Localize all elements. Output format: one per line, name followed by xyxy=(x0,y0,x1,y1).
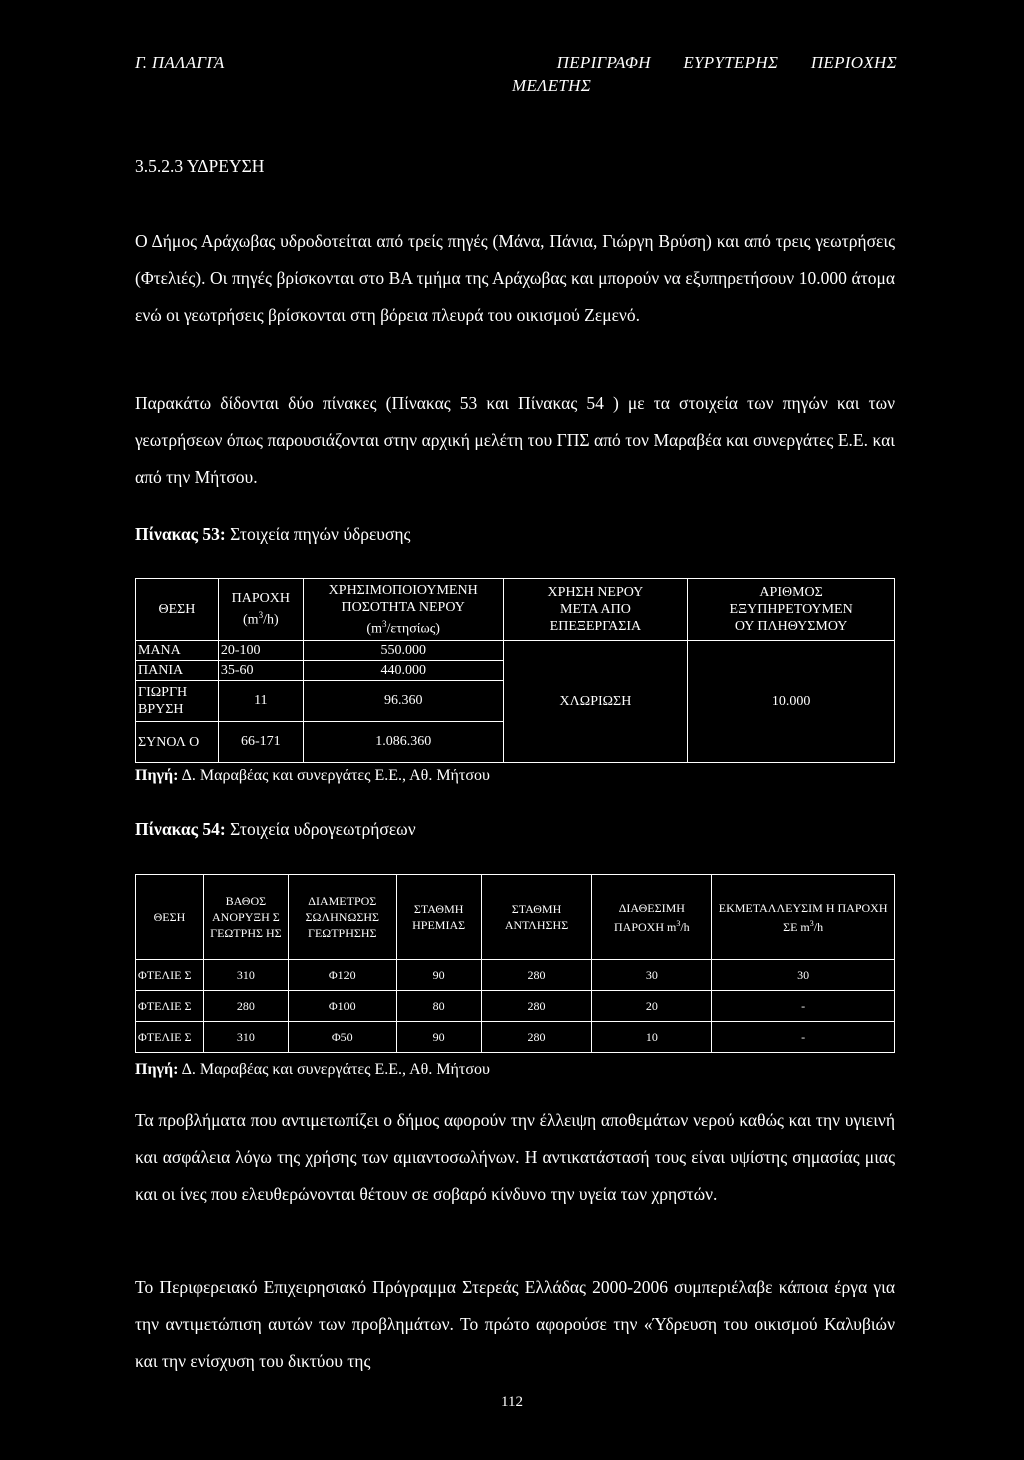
paragraph-water-supply: Ο Δήμος Αράχωβας υδροδοτείται από τρείς πηγές (Μάνα, Πάνια, Γιώργη Βρύση) και από τρεις γεωτρήσεις (Φτελιές). Οι πηγές βρίσκονται στο ΒΑ τμήμα της Αράχωβας και μπορούν να εξυπηρετήσουν 10.000 άτομα ενώ οι γεωτρήσεις βρίσκονται στη βόρεια πλευρά του οικισμού Ζεμενό. xyxy=(135,231,895,325)
table53-cell-position: ΣΥΝΟΛ Ο xyxy=(136,722,219,763)
header-title-continued: ΜΕΛΕΤΗΣ xyxy=(512,76,592,95)
table54-header-row xyxy=(136,875,895,960)
table54-cell-pump: 280 xyxy=(481,991,592,1022)
table-row xyxy=(136,641,895,661)
table-row xyxy=(136,1022,895,1053)
paragraph-problems: Τα προβλήματα που αντιμετωπίζει ο δήμος αφορούν την έλλειψη αποθεμάτων νερού καθώς και την υγιεινή και ασφάλεια λόγω της χρήσης των αμιαντοσωλήνων. Η αντικατάστασή τους είναι υψίστης σημασίας μιας και οι ίνες που ελευθερώνονται θέτουν σε σοβαρό κίνδυνο την υγεία των χρηστών. xyxy=(135,1110,895,1204)
table54-cell-depth: 310 xyxy=(203,1022,288,1053)
table54-source-text: Δ. Μαραβέας και συνεργάτες Ε.Ε., Αθ. Μήτσου xyxy=(181,1061,490,1078)
header-title: ΠΕΡΙΓΡΑΦΗ ΕΥΡΥΤΕΡΗΣ ΠΕΡΙΟΧΗΣ xyxy=(556,53,897,72)
table54-header-available-flow: ΔΙΑΘΕΣΙΜΗ ΠΑΡΟΧΗ $m^3/h$ xyxy=(592,875,712,960)
table53-source xyxy=(135,767,490,785)
table53-cell-flow: 35-60 xyxy=(218,661,303,681)
table54-cell-diameter: Φ50 xyxy=(288,1022,396,1053)
table53-cell-used: 440.000 xyxy=(303,661,503,681)
table54-cell-position: ΦΤΕΛΙΕ Σ xyxy=(136,991,204,1022)
table53-cell-used: 550.000 xyxy=(303,641,503,661)
table54-cell-diameter: Φ100 xyxy=(288,991,396,1022)
table53-cell-position: ΓΙΩΡΓΗ ΒΡΥΣΗ xyxy=(136,681,219,722)
header-author: Γ. ΠΑΛΑΓΓΑ xyxy=(135,53,225,72)
table54-cell-available: 30 xyxy=(592,960,712,991)
table53-header-population-served: ΑΡΙΘΜΟΣ ΕΞΥΠΗΡΕΤΟΥΜΕΝ ΟΥ ΠΛΗΘΥΣΜΟΥ xyxy=(688,579,895,641)
table54-cell-exploitable: - xyxy=(712,1022,895,1053)
table53-cell-used: 1.086.360 xyxy=(303,722,503,763)
table54-cell-pump: 280 xyxy=(481,960,592,991)
table54-cell-diameter: Φ120 xyxy=(288,960,396,991)
section-heading: 3.5.2.3 ΥΔΡΕΥΣΗ xyxy=(135,156,265,176)
table54-cell-static: 90 xyxy=(396,1022,481,1053)
table54-header-depth: ΒΑΘΟΣ ΑΝΟΡΥΞΗ Σ ΓΕΩΤΡΗΣ ΗΣ xyxy=(203,875,288,960)
paragraph-tables-intro: Παρακάτω δίδονται δύο πίνακες (Πίνακας 53 και Πίνακας 54 ) με τα στοιχεία των πηγών και των γεωτρήσεων όπως παρουσιάζονται στην αρχική μελέτη του ΓΠΣ από τον Μαραβέα και συνεργάτες Ε.Ε. και από την Μήτσου. xyxy=(135,393,895,487)
table54-caption xyxy=(135,819,416,840)
table-row xyxy=(136,991,895,1022)
table53-header-flow: ΠΑΡΟΧΗ $(m^3/h)$ xyxy=(218,579,303,641)
table54-cell-position: ΦΤΕΛΙΕ Σ xyxy=(136,1022,204,1053)
table53-source-text: Δ. Μαραβέας και συνεργάτες Ε.Ε., Αθ. Μήτσου xyxy=(181,767,490,784)
table53-header-position: ΘΕΣΗ xyxy=(136,579,219,641)
page-number: 112 xyxy=(501,1394,523,1410)
table53-cell-flow: 66-171 xyxy=(218,722,303,763)
table53-caption-text: Στοιχεία πηγών ύδρευσης xyxy=(230,524,411,544)
table53-cell-population-served: 10.000 xyxy=(688,641,895,763)
table54-cell-exploitable: 30 xyxy=(712,960,895,991)
table54-header-position: ΘΕΣΗ xyxy=(136,875,204,960)
paragraph-regional-program: Το Περιφερειακό Επιχειρησιακό Πρόγραμμα Στερεάς Ελλάδας 2000-2006 συμπεριέλαβε κάποια έργα για την αντιμετώπιση αυτών των προβλημάτων. Το πρώτο αφορούσε την «Ύδρευση του οικισμού Καλυβιών και την ενίσχυση του δικτύου της xyxy=(135,1277,895,1371)
table54-header-diameter: ΔΙΑΜΕΤΡΟΣ ΣΩΛΗΝΩΣΗΣ ΓΕΩΤΡΗΣΗΣ xyxy=(288,875,396,960)
table53-cell-used: 96.360 xyxy=(303,681,503,722)
table53-caption-label: Πίνακας 53: xyxy=(135,524,226,544)
table54-cell-available: 20 xyxy=(592,991,712,1022)
table53-source-label: Πηγή: xyxy=(135,767,179,784)
table54-header-exploitable-flow: ΕΚΜΕΤΑΛΛΕΥΣΙΜ Η ΠΑΡΟΧΗ ΣΕ $m^3/h$ xyxy=(712,875,895,960)
table53-caption xyxy=(135,524,411,545)
table53-header-row xyxy=(136,579,895,641)
table54-source-label: Πηγή: xyxy=(135,1061,179,1078)
table53-cell-position: ΜΑΝΑ xyxy=(136,641,219,661)
table53-cell-flow: 11 xyxy=(218,681,303,722)
table54-cell-available: 10 xyxy=(592,1022,712,1053)
table54-header-static-level: ΣΤΑΘΜΗ ΗΡΕΜΙΑΣ xyxy=(396,875,481,960)
table54-source xyxy=(135,1061,490,1079)
table53-header-use-after-treatment: ΧΡΗΣΗ ΝΕΡΟΥ ΜΕΤΑ ΑΠΟ ΕΠΕΞΕΡΓΑΣΙΑ xyxy=(503,579,688,641)
table53 xyxy=(135,578,895,763)
table-row xyxy=(136,960,895,991)
table54-cell-pump: 280 xyxy=(481,1022,592,1053)
table54-caption-text: Στοιχεία υδρογεωτρήσεων xyxy=(230,819,416,839)
table53-cell-use-after-treatment: ΧΛΩΡΙΩΣΗ xyxy=(503,641,688,763)
table54-cell-static: 90 xyxy=(396,960,481,991)
table53-cell-flow: 20-100 xyxy=(218,641,303,661)
table54-cell-exploitable: - xyxy=(712,991,895,1022)
table54-header-pump-level: ΣΤΑΘΜΗ ΑΝΤΛΗΣΗΣ xyxy=(481,875,592,960)
table53-cell-position: ΠΑΝΙΑ xyxy=(136,661,219,681)
table54-caption-label: Πίνακας 54: xyxy=(135,819,226,839)
table54-cell-depth: 280 xyxy=(203,991,288,1022)
table54-cell-static: 80 xyxy=(396,991,481,1022)
table54-cell-position: ΦΤΕΛΙΕ Σ xyxy=(136,960,204,991)
table54-cell-depth: 310 xyxy=(203,960,288,991)
table53-header-used-quantity: ΧΡΗΣΙΜΟΠΟΙΟΥΜΕΝΗ ΠΟΣΟΤΗΤΑ ΝΕΡΟΥ $(m^3/\varepsilon\tau\eta\sigma ί\omega\varsigma)$ xyxy=(303,579,503,641)
table54 xyxy=(135,874,895,1053)
